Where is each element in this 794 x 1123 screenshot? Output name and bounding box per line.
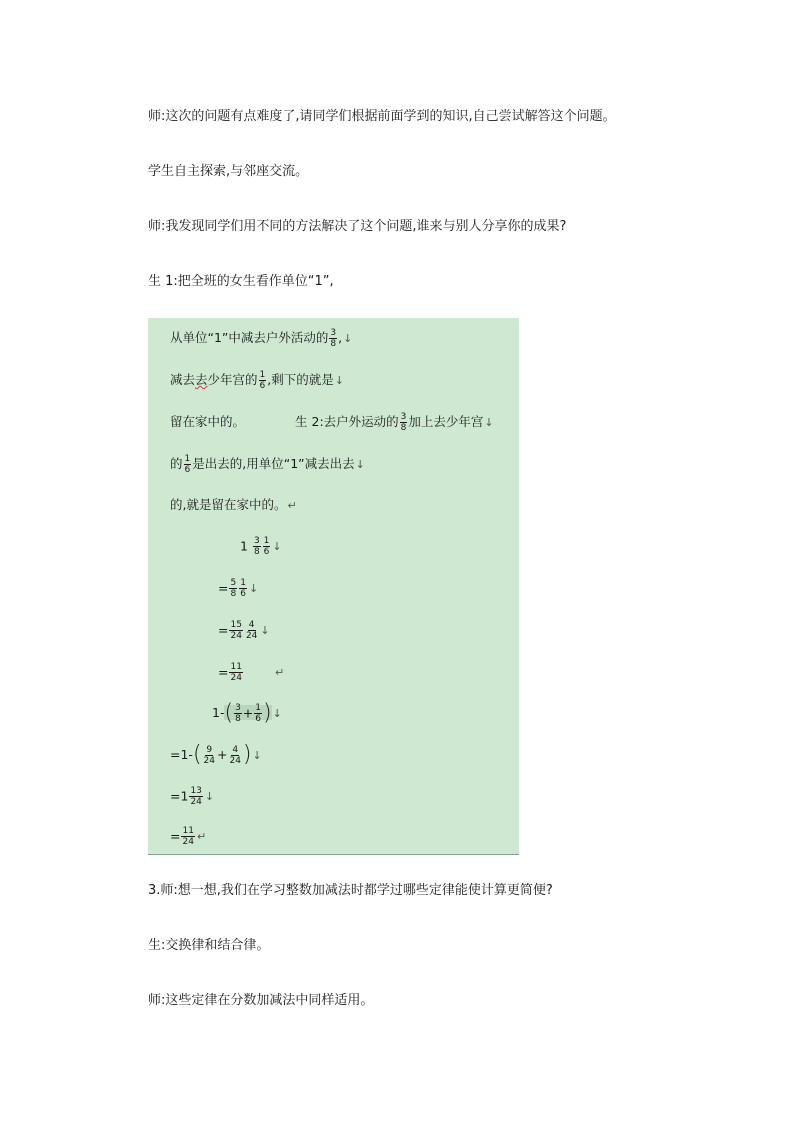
box-line-2-text: 少年宫的	[207, 372, 258, 387]
frac-num: 5	[230, 578, 237, 588]
frac-den: 6	[184, 465, 191, 475]
frac-den: 24	[230, 631, 242, 641]
fraction	[239, 578, 247, 599]
box-line-3-tail: 加上去少年宫	[408, 414, 484, 429]
equation-2	[218, 578, 258, 599]
paragraph-mark: ↵	[287, 499, 297, 512]
frac-num: 1	[240, 578, 246, 588]
box-line-1	[170, 328, 352, 349]
fraction	[234, 703, 242, 724]
paragraph-student-answer: 生:交换律和结合律。	[148, 938, 270, 953]
fraction	[245, 620, 258, 641]
paragraph-question-3: 3.师:想一想,我们在学习整数加减法时都学过哪些定律能使计算更简便?	[148, 883, 553, 898]
fraction	[229, 578, 237, 599]
box-line-5	[170, 496, 297, 515]
line-break-mark: ↓	[343, 332, 353, 345]
paragraph-student-1: 生 1:把全班的女生看作单位“1”,	[148, 274, 334, 289]
paragraph-mark: ↵	[274, 666, 285, 679]
frac-num: 1	[184, 454, 191, 464]
box-line-4-pre: 的	[170, 456, 183, 471]
box-line-3-text: 留在家中的。	[170, 414, 246, 429]
box-line-1-tail: ,	[338, 330, 343, 345]
left-paren: (	[224, 700, 234, 725]
fraction	[189, 786, 202, 807]
eq-lead: =1-	[170, 747, 193, 762]
line-break-mark: ↓	[272, 706, 282, 720]
fraction	[181, 826, 194, 847]
frac-den: 24	[190, 797, 202, 807]
frac-den: 8	[235, 713, 241, 724]
fraction	[229, 620, 242, 641]
frac-den: 24	[182, 837, 194, 847]
eq-lead: =	[218, 580, 229, 596]
right-paren: )	[263, 700, 272, 725]
frac-num: 3	[400, 412, 407, 422]
fraction	[329, 328, 337, 349]
line-break-mark: ↓	[252, 748, 262, 762]
eq-lead: =	[218, 664, 229, 680]
equation-8	[170, 826, 206, 847]
frac-num: 11	[230, 662, 242, 672]
frac-den: 24	[229, 755, 241, 766]
fraction	[253, 536, 261, 557]
line-break-mark: ↓	[248, 582, 259, 595]
spellcheck-word: 去	[195, 372, 208, 387]
fraction	[259, 370, 267, 391]
box-line-3-text2: 生 2:去户外运动的	[295, 414, 399, 429]
eq-lead: 1-	[212, 705, 225, 720]
paragraph-students-explore: 学生自主探索,与邻座交流。	[148, 164, 309, 179]
line-break-mark: ↓	[204, 790, 215, 803]
highlighted-group	[224, 700, 272, 725]
right-paren: )	[242, 742, 252, 767]
frac-num: 1	[263, 536, 270, 546]
frac-num: 1	[255, 702, 262, 713]
box-line-2	[170, 370, 344, 391]
fraction	[254, 703, 262, 724]
frac-num: 15	[230, 620, 242, 630]
box-line-1-text: 从单位“1”中减去户外活动的	[170, 330, 329, 345]
equation-1	[240, 536, 282, 557]
paragraph-mark: ↵	[196, 830, 207, 843]
frac-den: 6	[240, 589, 246, 599]
left-paren: (	[192, 742, 202, 767]
frac-den: 6	[263, 547, 270, 557]
eq-lead: =	[218, 622, 229, 638]
equation-7	[170, 786, 214, 807]
box-line-4	[170, 454, 365, 475]
frac-den: 24	[245, 631, 258, 641]
solution-box	[148, 318, 519, 855]
eq-lead: 1	[240, 538, 248, 554]
equation-3	[218, 620, 270, 641]
frac-den: 8	[230, 589, 237, 599]
box-line-5-text: 的,就是留在家中的。	[170, 497, 287, 512]
box-line-2-tail: ,剩下的就是	[267, 372, 334, 387]
equation-4	[218, 662, 284, 683]
plus-sign: +	[242, 705, 254, 720]
frac-den: 8	[330, 339, 337, 349]
frac-num: 3	[330, 328, 337, 338]
frac-num: 11	[182, 826, 194, 836]
box-line-2-pre: 减去	[170, 372, 196, 387]
eq-lead: =1	[170, 788, 189, 804]
fraction	[229, 662, 242, 683]
frac-den: 24	[203, 755, 215, 766]
frac-num: 9	[206, 744, 213, 755]
fraction	[400, 412, 408, 433]
frac-den: 8	[400, 423, 407, 433]
line-break-mark: ↓	[260, 624, 270, 637]
line-break-mark: ↓	[355, 458, 365, 471]
line-break-mark: ↓	[334, 374, 344, 387]
line-break-mark: ↓	[484, 416, 494, 429]
frac-num: 3	[235, 702, 241, 713]
paragraph-teacher-2: 师:我发现同学们用不同的方法解决了这个问题,谁来与别人分享你的成果?	[148, 219, 567, 234]
frac-den: 6	[255, 713, 262, 724]
frac-num: 1	[259, 370, 266, 380]
frac-den: 24	[230, 673, 242, 683]
box-line-4-tail: 是出去的,用单位“1”减去出去	[192, 456, 355, 471]
equation-6	[170, 744, 262, 766]
fraction	[228, 745, 241, 766]
line-break-mark: ↓	[272, 540, 282, 553]
frac-den: 8	[253, 547, 260, 557]
frac-num: 4	[248, 620, 255, 630]
frac-num: 13	[190, 786, 202, 796]
equation-5	[212, 702, 282, 724]
plus-sign: +	[216, 747, 228, 762]
fraction	[184, 454, 192, 475]
fraction	[203, 745, 216, 766]
frac-num: 4	[232, 744, 239, 755]
eq-lead: =	[170, 828, 181, 844]
frac-num: 3	[253, 536, 260, 546]
paragraph-teacher-3: 师:这些定律在分数加减法中同样适用。	[148, 993, 374, 1008]
box-line-3	[170, 412, 494, 433]
fraction	[263, 536, 271, 557]
paragraph-teacher-1: 师:这次的问题有点难度了,请同学们根据前面学到的知识,自己尝试解答这个问题。	[148, 109, 616, 124]
frac-den: 6	[259, 381, 266, 391]
